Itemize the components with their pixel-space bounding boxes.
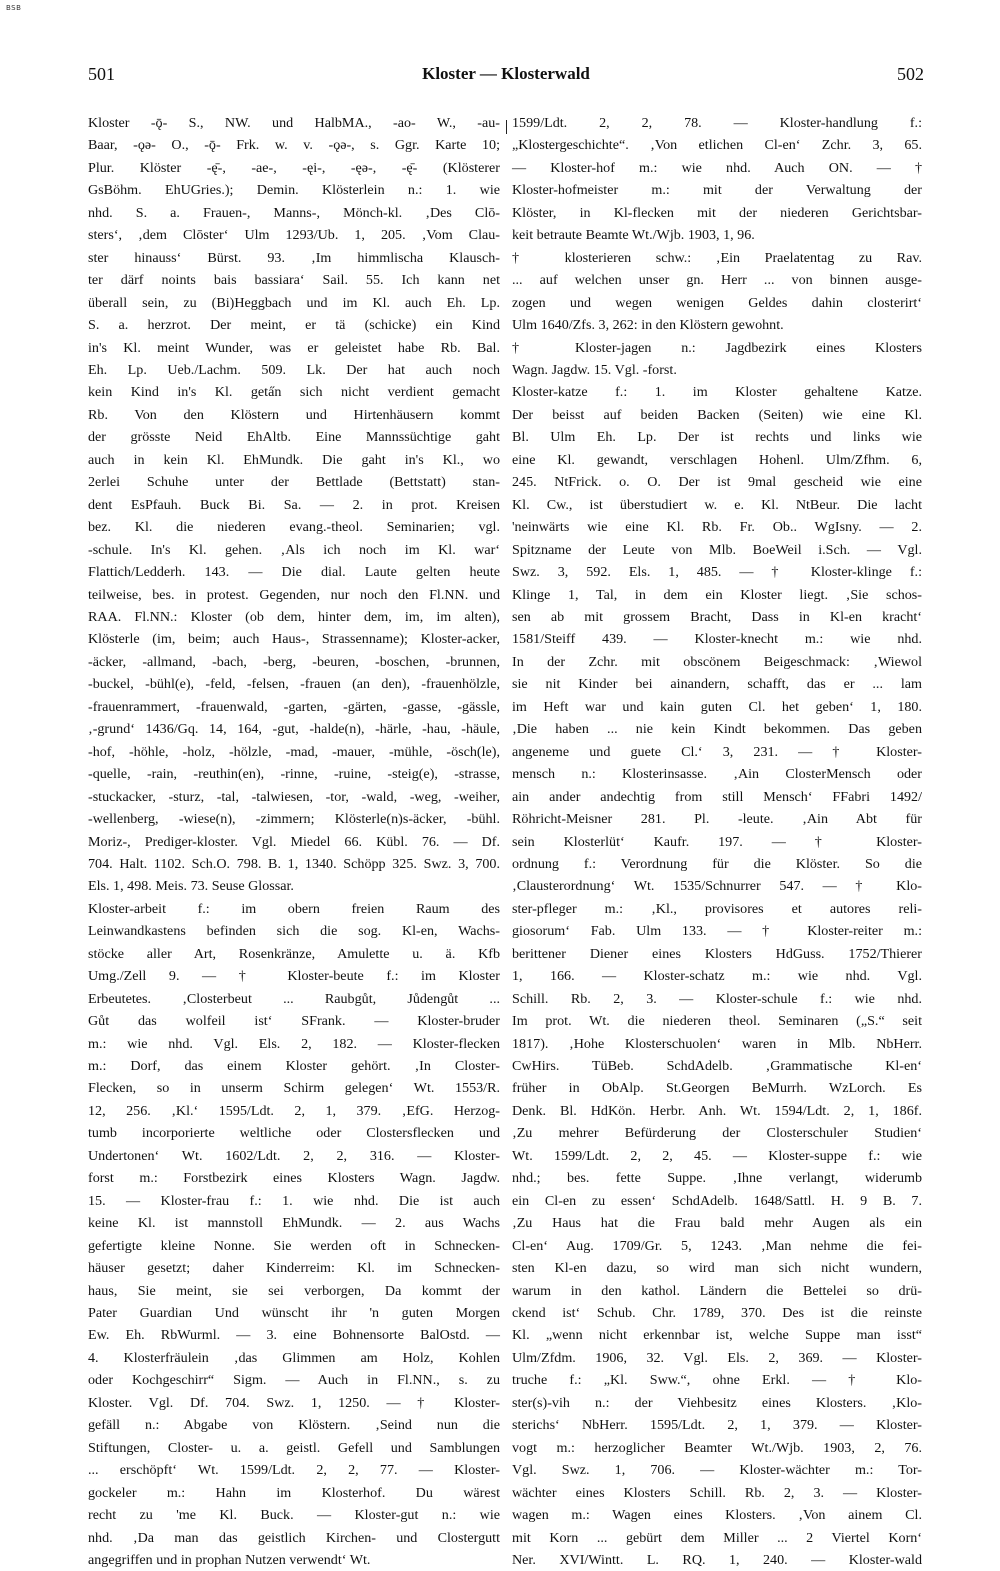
text-line: ‚Zu mehrer Befürderung der Closterschuler Studien‘ (512, 1125, 922, 1142)
text-line: ‚Die haben ... nie kein Kindt bekommen. Das geben (512, 721, 922, 738)
text-line: nhd.; bes. fette Suppe. ‚Ihne verlangt, widerumb (512, 1170, 922, 1187)
text-line: gefertigte kleine Nonne. Sie werden oft in Schnecken- (88, 1237, 500, 1254)
text-line: truche f.: „Kl. Sww.“, ohne Erkl. — † Klo- (512, 1372, 922, 1389)
text-line: Cl-en‘ Aug. 1709/Gr. 5, 1243. ‚Man nehme die fei- (512, 1237, 922, 1254)
text-line: † Kloster-jagen n.: Jagdbezirk eines Klosters (512, 339, 922, 356)
text-line: Stiftungen, Closter- u. a. geistl. Gefell und Samblungen (88, 1439, 500, 1456)
text-line: Wt. 1599/Ldt. 2, 2, 45. — Kloster-suppe f.: wie (512, 1147, 922, 1164)
column-separator (506, 120, 507, 134)
text-line: sters‘, ‚dem Clōster‘ Ulm 1293/Ub. 1, 205. ‚Vom Clau- (88, 227, 500, 244)
text-line: -quelle, -rain, -reuthin(en), -rinne, -ruine, -steig(e), -strasse, (88, 766, 500, 783)
text-line: Klöster, in Kl-flecken mit der niederen Gerichtsbar- (512, 204, 922, 221)
text-line: 'neinwärts wie eine Kl. Rb. Fr. Ob.. WgIsny. — 2. (512, 519, 922, 536)
text-line: Kloster. Vgl. Df. 704. Swz. 1, 1250. — † Kloster- (88, 1394, 500, 1411)
text-line: Kl. „wenn nicht erkennbar ist, welche Suppe man isst“ (512, 1327, 922, 1344)
text-line: bez. Kl. die niederen evang.-theol. Seminarien; vgl. (88, 519, 500, 536)
text-line: sten Kl-en dazu, so wird man sich nicht wundern, (512, 1260, 922, 1277)
text-line: Erbeutetes. ‚Closterbeut ... Raubgůt, Jůdengůt ... (88, 990, 500, 1007)
text-line: RAA. Fl.NN.: Kloster (ob dem, hinter dem, im, im alten), (88, 608, 500, 625)
text-line: Swz. 3, 592. Els. 1, 485. — † Kloster-klinge f.: (512, 564, 922, 581)
text-line: keine Kl. ist mannstoll EhMundk. — 2. aus Wachs (88, 1215, 500, 1232)
text-line: Der beisst auf beiden Backen (Seiten) wie eine Kl. (512, 406, 922, 423)
text-line: Klösterle (im, beim; auch Haus-, Strassenname); Kloster-acker, (88, 631, 500, 648)
text-line: recht zu 'me Kl. Buck. — Kloster-gut n.: wie (88, 1507, 500, 1524)
text-line: ... auf welchen unser gn. Herr ... von binnen ausge- (512, 272, 922, 289)
text-line: ... erschöpft‘ Wt. 1599/Ldt. 2, 2, 77. — Kloster- (88, 1462, 500, 1479)
text-line: ain ander andechtig from still Mensch‘ FFabri 1492/ (512, 788, 922, 805)
text-line: Plur. Klöster -ę̄-, -ae-, -ęi-, -ęə-, -ę̄- (Klösterer (88, 159, 500, 176)
text-line: Kloster -ǭ- S., NW. und HalbMA., -ao- W., -au- (88, 115, 500, 131)
text-line: haus, Sie meint, sie sei verborgen, Da kommt der (88, 1282, 500, 1299)
text-line: angeneme und guete Cl.‘ 3, 231. — † Kloster- (512, 743, 922, 760)
text-line: -stuckacker, -sturz, -tal, -talwiesen, -tor, -wald, -weg, -weiher, (88, 788, 500, 805)
text-line: Leinwandkastens befinden sich die sog. Kl-en, Wachs- (88, 923, 500, 940)
text-line: Els. 1, 498. Meis. 73. Seuse Glossar. (88, 878, 294, 895)
text-line: Flattich/Ledderh. 143. — Die dial. Laute gelten heute (88, 564, 500, 581)
text-line: im Heft war und kain guten Cl. het geben‘ 1, 180. (512, 698, 922, 715)
text-line: Ner. XVI/Wintt. L. RQ. 1, 240. — Kloster-wald (512, 1552, 922, 1568)
page-number-left: 501 (88, 64, 115, 84)
text-line: wagen m.: Wagen eines Klosters. ‚Von ainem Cl. (512, 1507, 922, 1524)
text-line: sein Klosterlüt‘ Kaufr. 197. — † Kloster- (512, 833, 922, 850)
text-line: ster hinauss‘ Bürst. 93. ‚Im himmlischa Klausch- (88, 249, 500, 266)
right-column (512, 112, 922, 1571)
text-line: m.: Dorf, das einem Kloster gehört. ‚In Closter- (88, 1058, 500, 1075)
text-line: m.: wie nhd. Vgl. Els. 2, 182. — Kloster-flecken (88, 1035, 500, 1052)
text-line: Flecken, so in unserm Schirm gelegen‘ Wt. 1553/R. (88, 1080, 500, 1097)
text-line: Röhricht-Meisner 281. Pl. -leute. ‚Ain Abt für (512, 811, 922, 828)
text-line: ‚Zu Haus hat die Frau bald mehr Augen als ein (512, 1215, 922, 1232)
text-line: ‚-grund‘ 1436/Gq. 14, 164, -gut, -halde(n), -härle, -hau, -häule, (88, 721, 500, 738)
text-line: keit betraute Beamte Wt./Wjb. 1903, 1, 96. (512, 227, 755, 244)
text-line: -frauenrammert, -frauenwald, -garten, -gärten, -gasse, -gässle, (88, 698, 500, 715)
text-line: Kloster-katze f.: 1. im Kloster gehaltene Katze. (512, 384, 922, 401)
text-line: gefäll n.: Abgabe von Klöstern. ‚Seind nun die (88, 1417, 500, 1434)
text-line: auch in kein Kl. EhMundk. Die gaht in's Kl., wo (88, 451, 500, 468)
text-line: GsBöhm. EhUGries.); Demin. Klösterlein n.: 1. wie (88, 182, 500, 199)
text-line: stöcke aller Art, Rosenkränze, Amulette u. ä. Kfb (88, 945, 500, 962)
text-line: häuser gesetzt; daher Kinderreim: Kl. im Schnecken- (88, 1260, 500, 1277)
text-line: 245. NtFrick. o. O. Der ist 9mal gescheid wie eine (512, 474, 922, 491)
text-line: dent EsPfauh. Buck Bi. Sa. — 2. in prot. Kreisen (88, 496, 500, 513)
text-line: Rb. Von den Klöstern und Hirtenhäusern kommt (88, 406, 500, 423)
text-line: -buckel, -bühl(e), -feld, -felsen, -frauen (an den), -frauenhölzle, (88, 676, 500, 693)
text-line: Im prot. Wt. die niederen theol. Seminaren („S.“ seit (512, 1013, 922, 1030)
text-line: früher in ObAlp. St.Georgen BeMurrh. WzLorch. Es (512, 1080, 922, 1097)
page-number-right: 502 (897, 64, 924, 84)
text-line: oder Kochgeschirr“ Sigm. — Auch in Fl.NN., s. zu (88, 1372, 500, 1389)
library-watermark: BSB (6, 4, 22, 12)
text-line: S. a. herzrot. Der meint, er tä (schicke) ein Kind (88, 317, 500, 334)
text-line: berittener Diener eines Klosters HdGuss. 1752/Thierer (512, 945, 922, 962)
text-line: in's Kl. meint Wunder, was er geleistet habe Rb. Bal. (88, 339, 500, 356)
text-line: ordnung f.: Verordnung für die Klöster. So die (512, 855, 922, 872)
text-line: ckend ist‘ Schub. Chr. 1789, 370. Des ist die reinste (512, 1305, 922, 1322)
text-line: gockeler m.: Hahn im Klosterhof. Du wärest (88, 1484, 500, 1501)
text-line: Undertonen‘ Wt. 1602/Ldt. 2, 2, 316. — Kloster- (88, 1147, 500, 1164)
left-column (88, 112, 500, 1571)
text-line: Denk. Bl. HdKön. Herbr. Anh. Wt. 1594/Ldt. 2, 1, 186f. (512, 1102, 922, 1119)
text-line: ster-pfleger m.: ‚Kl., provisores et autores reli- (512, 900, 922, 917)
text-line: 1, 166. — Kloster-schatz m.: wie nhd. Vgl. (512, 968, 922, 985)
text-line: zogen und wegen wenigen Geldes dahin closterirt‘ (512, 294, 922, 311)
text-line: sen ab mit grossem Bracht, Dass in Kl-en kracht‘ (512, 608, 922, 625)
text-line: ster(s)-vih n.: der Viehbesitz eines Klosters. ‚Klo- (512, 1394, 922, 1411)
text-line: -hof, -höhle, -holz, -hölzle, -mad, -mauer, -mühle, -ösch(le), (88, 743, 500, 760)
text-line: ‚Clausterordnung‘ Wt. 1535/Schnurrer 547. — † Klo- (512, 878, 922, 895)
text-line: mit Korn ... gebürt dem Miller ... 2 Viertel Korn‘ (512, 1529, 922, 1546)
text-line: der grösste Neid EhAltb. Eine Mannssüchtige gaht (88, 429, 500, 446)
text-line: Gůt das wolfeil ist‘ SFrank. — Kloster-bruder (88, 1013, 500, 1030)
text-line: sterichs‘ NbHerr. 1595/Ldt. 2, 1, 379. — Kloster- (512, 1417, 922, 1434)
text-line: Moriz-, Prediger-kloster. Vgl. Miedel 66. Kübl. 76. — Df. (88, 833, 500, 850)
text-line: Ulm 1640/Zfs. 3, 262: in den Klöstern gewohnt. (512, 317, 784, 334)
text-line: teilweise, bes. in protest. Gegenden, nur noch den Fl.NN. und (88, 586, 500, 603)
text-line: giosorum‘ Fab. Ulm 133. — † Kloster-reiter m.: (512, 923, 922, 940)
text-line: Kloster-arbeit f.: im obern freien Raum des (88, 900, 500, 917)
text-line: Kloster-hofmeister m.: mit der Verwaltung der (512, 182, 922, 199)
text-line: 704. Halt. 1102. Sch.O. 798. B. 1, 1340. Schöpp 325. Swz. 3, 700. (88, 855, 500, 872)
text-line: nhd. S. a. Frauen-, Manns-, Mönch-kl. ‚Des Clō- (88, 204, 500, 221)
text-line: Eh. Lp. Ueb./Lachm. 509. Lk. Der hat auch noch (88, 361, 500, 378)
text-line: Klinge 1, Tal, in dem ein Kloster liegt. ‚Sie schos- (512, 586, 922, 603)
text-line: Ulm/Zfdm. 1906, 32. Vgl. Els. 2, 369. — Kloster- (512, 1349, 922, 1366)
text-line: 2erlei Schuhe unter der Bettlade (Bettstatt) stan- (88, 474, 500, 491)
text-line: 1817). ‚Hohe Klosterschuolen‘ waren in Mlb. NbHerr. (512, 1035, 922, 1052)
text-line: wächter eines Klosters Schill. Rb. 2, 3. — Kloster- (512, 1484, 922, 1501)
text-line: 1599/Ldt. 2, 2, 78. — Kloster-handlung f.: (512, 115, 922, 131)
text-line: überall sein, zu (Bi)Heggbach und im Kl. auch Eh. Lp. (88, 294, 500, 311)
text-line: tumb incorporierte weltliche oder Clostersflecken und (88, 1125, 500, 1142)
text-line: mensch n.: Klosterinsasse. ‚Ain ClosterMensch oder (512, 766, 922, 783)
text-line: † klosterieren schw.: ‚Ein Praelatentag zu Rav. (512, 249, 922, 266)
text-line: CwHirs. TüBeb. SchdAdelb. ‚Grammatische Kl-en‘ (512, 1058, 922, 1075)
text-line: In der Zchr. mit obscönem Beigeschmack: ‚Wiewol (512, 653, 922, 670)
text-line: eine Kl. gewandt, verschlagen Hohenl. Ulm/Zfhm. 6, (512, 451, 922, 468)
running-title: Kloster — Klosterwald (422, 64, 590, 83)
text-line: Bl. Ulm Eh. Lp. Der ist rechts und links wie (512, 429, 922, 446)
text-line: 12, 256. ‚Kl.‘ 1595/Ldt. 2, 1, 379. ‚EfG. Herzog- (88, 1102, 500, 1119)
text-line: -äcker, -allmand, -bach, -berg, -beuren, -boschen, -brunnen, (88, 653, 500, 670)
text-line: -wellenberg, -wiese(n), -zimmern; Klösterle(n)s-äcker, -bühl. (88, 811, 500, 828)
text-line: Baar, -ǫə- O., -ǭ- Frk. w. v. -ǫə-, s. Ggr. Karte 10; (88, 137, 500, 154)
text-line: 15. — Kloster-frau f.: 1. wie nhd. Die ist auch (88, 1192, 500, 1209)
text-line: Spitzname der Leute von Mlb. BoeWeil i.Sch. — Vgl. (512, 541, 922, 558)
text-line: Ew. Eh. RbWurml. — 3. eine Bohnensorte BalOstd. — (88, 1327, 500, 1344)
text-line: „Klostergeschichte“. ‚Von etlichen Cl-en‘ Zchr. 3, 65. (512, 137, 922, 154)
text-line: 1581/Steiff 439. — Kloster-knecht m.: wie nhd. (512, 631, 922, 648)
text-line: Pater Guardian Und wünscht ihr 'n guten Morgen (88, 1305, 500, 1322)
text-line: Vgl. Swz. 1, 706. — Kloster-wächter m.: Tor- (512, 1462, 922, 1479)
text-line: Kl. Cw., ist überstudiert w. e. Kl. NtBeur. Die lacht (512, 496, 922, 513)
text-line: Wagn. Jagdw. 15. Vgl. -forst. (512, 361, 677, 378)
text-line: kein Kind in's Kl. geta̋n sich nicht verdient gemacht (88, 384, 500, 401)
text-line: -schule. In's Kl. gehen. ‚Als ich noch im Kl. war‘ (88, 541, 500, 558)
text-line: nhd. ‚Da man das geistlich Kirchen- und Clostergutt (88, 1529, 500, 1546)
text-line: forst m.: Forstbezirk eines Klosters Wagn. Jagdw. (88, 1170, 500, 1187)
text-line: warum in den kathol. Ländern die Bettelei so drü- (512, 1282, 922, 1299)
text-line: sie nit Kinder bei ainandern, schafft, das er ... lam (512, 676, 922, 693)
text-line: ter därf noints bais bassiara‘ Sail. 55. Ich kann net (88, 272, 500, 289)
text-line: vogt m.: herzoglicher Beamter Wt./Wjb. 1903, 2, 76. (512, 1439, 922, 1456)
text-line: angegriffen und in prophan Nutzen verwendt‘ Wt. (88, 1552, 371, 1568)
text-line: ein Cl-en zu essen‘ SchdAdelb. 1648/Sattl. H. 9 B. 7. (512, 1192, 922, 1209)
text-line: 4. Klosterfräulein ‚das Glimmen am Holz, Kohlen (88, 1349, 500, 1366)
text-line: — Kloster-hof m.: wie nhd. Auch ON. — † (512, 159, 922, 176)
page-header (88, 64, 924, 94)
text-line: Schill. Rb. 2, 3. — Kloster-schule f.: wie nhd. (512, 990, 922, 1007)
text-line: Umg./Zell 9. — † Kloster-beute f.: im Kloster (88, 968, 500, 985)
